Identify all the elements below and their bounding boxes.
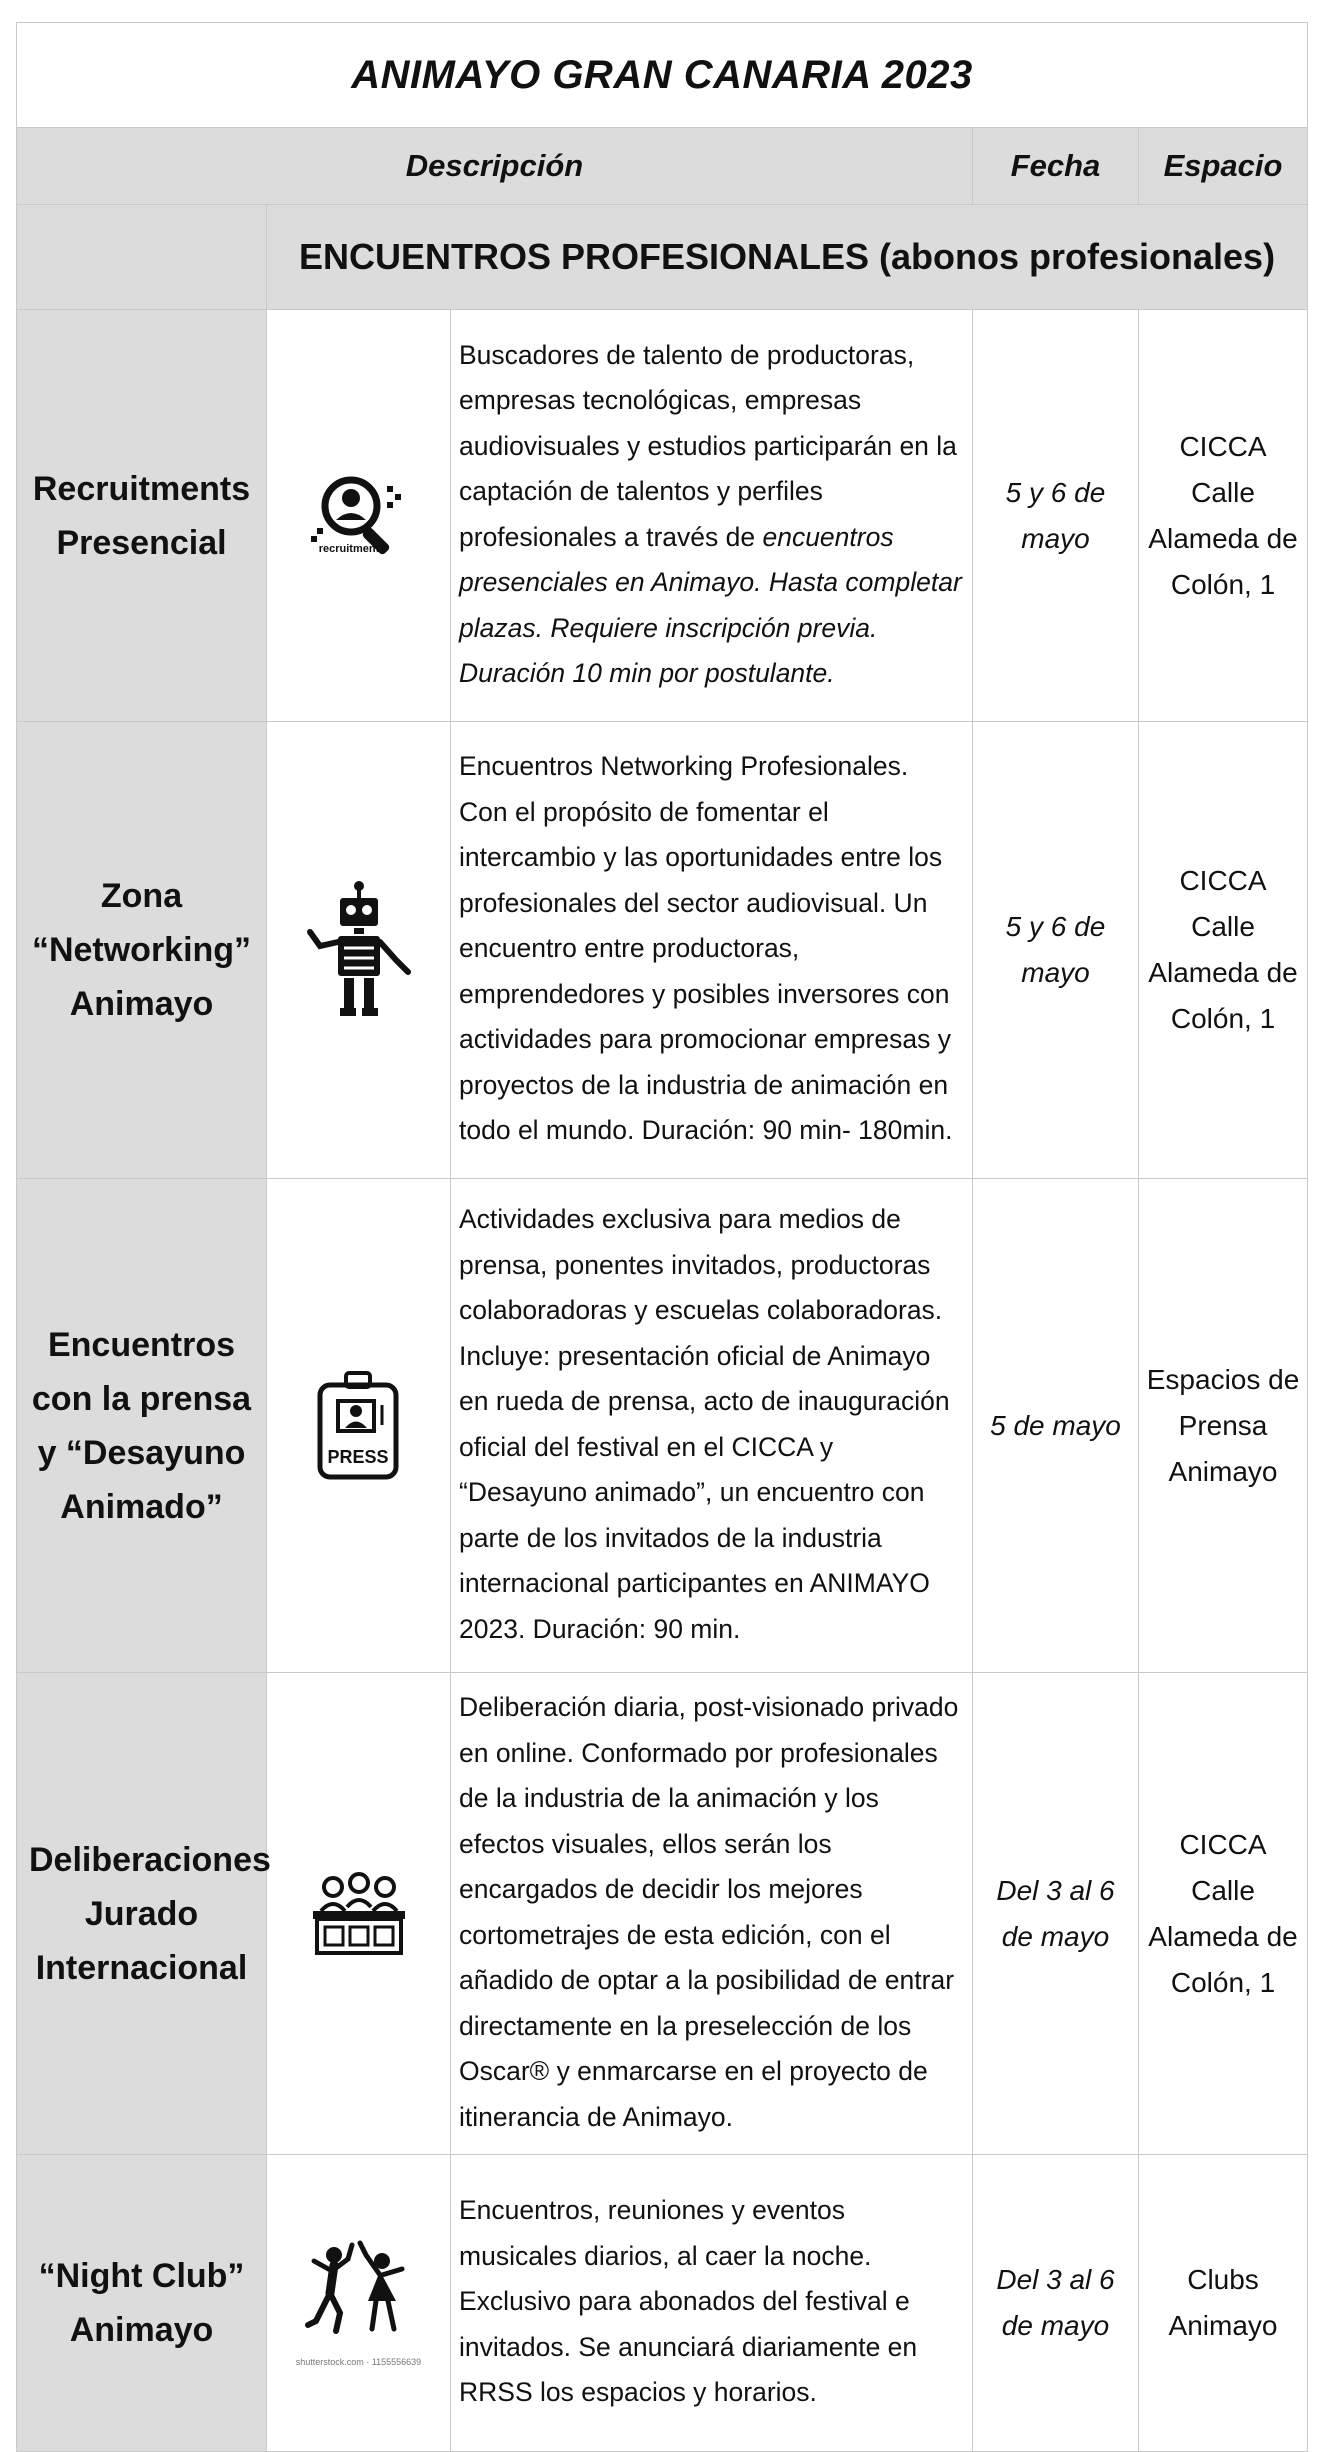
activity-description: Actividades exclusiva para medios de prensa, ponentes invitados, productoras colaboradoras y escuelas colaboradoras. Incluye: presentación oficial de Animayo en rueda de prensa, acto de inauguración oficial del festival en el CICCA y “Desayuno animado”, un encuentro con parte de los invitados de la industria internacional participantes en ANIMAYO 2023. Duración: 90 min.: [451, 1179, 973, 1673]
table-row: [17, 1179, 1308, 1673]
activity-description: Buscadores de talento de productoras, empresas tecnológicas, empresas audiovisuales y estudios participarán en la captación de talentos y perfiles profesionales a través de encuentros presenciales en Animayo. Hasta completar plazas. Requiere inscripción previa. Duración 10 min por postulante.: [451, 310, 973, 722]
activity-description: Deliberación diaria, post-visionado privado en online. Conformado por profesionales de la industria de la animación y los efectos visuales, ellos serán los encargados de decidir los mejores cortometrajes de esta edición, con el añadido de optar a la posibilidad de entrar directamente en la preselección de los Oscar® y enmarcarse en el proyecto de itinerancia de Animayo.: [451, 1673, 973, 2155]
activity-place: Espacios de Prensa Animayo: [1139, 1179, 1308, 1673]
recruitment-icon: [267, 310, 451, 722]
svg-text:recruitment: recruitment: [318, 542, 379, 555]
title-row: [17, 23, 1308, 128]
jury-icon: [267, 1673, 451, 2155]
activity-name: Deliberaciones Jurado Internacional: [17, 1673, 267, 2155]
table-title: ANIMAYO GRAN CANARIA 2023: [17, 23, 1308, 128]
section-row: [17, 205, 1308, 310]
program-table: [16, 22, 1308, 2452]
svg-text:PRESS: PRESS: [326, 1446, 389, 1467]
activity-name: Zona “Networking” Animayo: [17, 722, 267, 1179]
table-row: [17, 1673, 1308, 2155]
activity-date: 5 y 6 de mayo: [973, 722, 1139, 1179]
table-row: [17, 310, 1308, 722]
activity-place: CICCA Calle Alameda de Colón, 1: [1139, 1673, 1308, 2155]
header-place: Espacio: [1139, 128, 1308, 205]
robot-icon: [267, 722, 451, 1179]
activity-date: Del 3 al 6 de mayo: [973, 1673, 1139, 2155]
table-row: [17, 2155, 1308, 2452]
section-title: ENCUENTROS PROFESIONALES (abonos profesionales): [267, 205, 1308, 310]
activity-name: Recruitments Presencial: [17, 310, 267, 722]
dancers-icon: [267, 2155, 451, 2452]
activity-place: CICCA Calle Alameda de Colón, 1: [1139, 310, 1308, 722]
header-description: Descripción: [17, 128, 973, 205]
activity-date: Del 3 al 6 de mayo: [973, 2155, 1139, 2452]
activity-name: Encuentros con la prensa y “Desayuno Animado”: [17, 1179, 267, 1673]
activity-place: Clubs Animayo: [1139, 2155, 1308, 2452]
press-badge-icon: [267, 1179, 451, 1673]
table-row: [17, 722, 1308, 1179]
image-credit: shutterstock.com · 1155556639: [295, 2357, 422, 2367]
activity-description: Encuentros, reuniones y eventos musicales diarios, al caer la noche. Exclusivo para abonados del festival e invitados. Se anunciará diariamente en RRSS los espacios y horarios.: [451, 2155, 973, 2452]
activity-description: Encuentros Networking Profesionales. Con el propósito de fomentar el intercambio y las oportunidades entre los profesionales del sector audiovisual. Un encuentro entre productoras, emprendedores y posibles inversores con actividades para promocionar empresas y proyectos de la industria de animación en todo el mundo. Duración: 90 min- 180min.: [451, 722, 973, 1179]
activity-name: “Night Club” Animayo: [17, 2155, 267, 2452]
activity-date: 5 y 6 de mayo: [973, 310, 1139, 722]
header-row: [17, 128, 1308, 205]
activity-place: CICCA Calle Alameda de Colón, 1: [1139, 722, 1308, 1179]
activity-date: 5 de mayo: [973, 1179, 1139, 1673]
section-spacer: [17, 205, 267, 310]
header-date: Fecha: [973, 128, 1139, 205]
